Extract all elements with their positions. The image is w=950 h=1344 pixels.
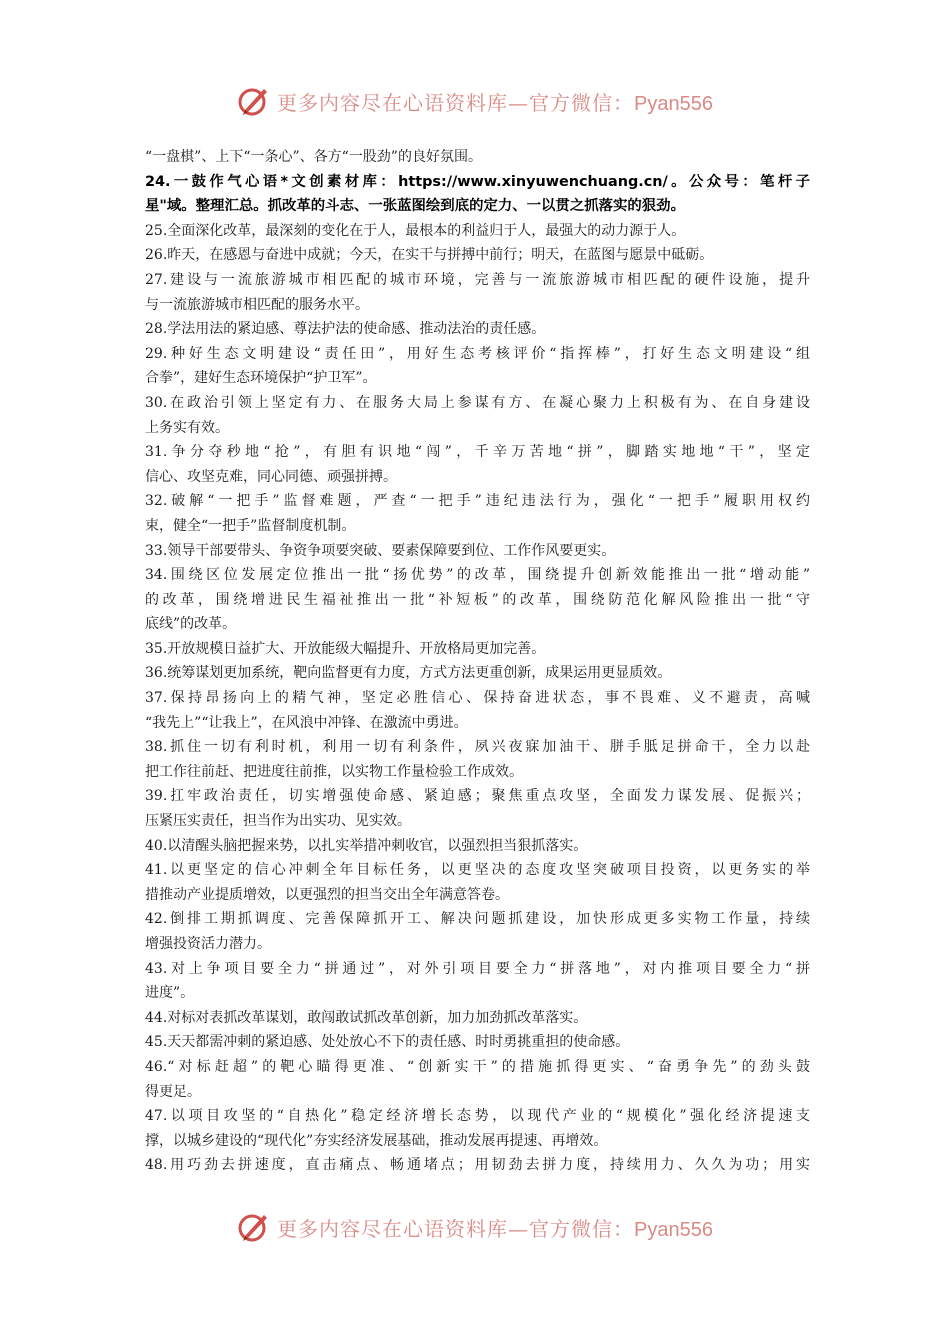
- text-line: 与一流旅游城市相匹配的服务水平。: [145, 296, 369, 313]
- text-line: 47.以项目攻坚的“自热化”稳定经济增长态势，以现代产业的“规模化”强化经济提速支: [145, 1108, 810, 1125]
- text-line: 压紧压实责任，担当作为出实功、见实效。: [145, 813, 411, 830]
- text-line: 34.围绕区位发展定位推出一批“扬优势”的改革，围绕提升创新效能推出一批“增动能”: [145, 567, 810, 584]
- text-line: 26.昨天，在感恩与奋进中成就；今天，在实干与拼搏中前行；明天，在蓝图与愿景中砥砺。: [145, 247, 714, 264]
- text-line: 48.用巧劲去拼速度，直击痛点、畅通堵点；用韧劲去拼力度，持续用力、久久为功；用实: [145, 1157, 810, 1174]
- text-line: 42.倒排工期抓调度、完善保障抓开工、解决问题抓建设，加快形成更多实物工作量，持续: [145, 911, 810, 928]
- text-line: 合拳”，建好生态环境保护“护卫军”。: [145, 370, 377, 387]
- text-line: 45.天天都需冲刺的紧迫感、处处放心不下的责任感、时时勇挑重担的使命感。: [145, 1034, 630, 1051]
- text-line: “我先上”“让我上”，在风浪中冲锋、在激流中勇进。: [145, 714, 468, 731]
- document-body: [145, 145, 810, 1178]
- pen-logo-icon: [237, 84, 271, 118]
- text-line: 41.以更坚定的信心冲刺全年目标任务，以更坚决的态度攻坚突破项目投资，以更务实的举: [145, 862, 810, 879]
- text-line: 27.建设与一流旅游城市相匹配的城市环境，完善与一流旅游城市相匹配的硬件设施，提升: [145, 271, 810, 288]
- text-line: 32.破解“一把手”监督难题，严查“一把手”违纪违法行为，强化“一把手”履职用权约: [145, 493, 810, 510]
- text-line: 44.对标对表抓改革谋划，敢闯敢试抓改革创新，加力加劲抓改革落实。: [145, 1009, 588, 1026]
- text-line: 增强投资活力潜力。: [145, 936, 271, 952]
- text-line: 35.开放规模日益扩大、开放能级大幅提升、开放格局更加完善。: [145, 640, 546, 657]
- text-line: 底线”的改革。: [145, 616, 237, 633]
- header-watermark: [0, 84, 950, 118]
- text-line: 31.争分夺秒地“抢”，有胆有识地“闯”，千辛万苦地“拼”，脚踏实地地“干”，坚定: [145, 444, 810, 461]
- text-line: 39.扛牢政治责任，切实增强使命感、紧迫感；聚焦重点攻坚，全面发力谋发展、促振兴；: [145, 788, 810, 805]
- text-line: 撑，以城乡建设的“现代化”夯实经济发展基础，推动发展再提速、再增效。: [145, 1132, 608, 1149]
- watermark-text: 更多内容尽在心语资料库—官方微信：Pyan556: [277, 90, 713, 115]
- text-line: 38.抓住一切有利时机，利用一切有利条件，夙兴夜寐加油干、胼手胝足拼命干，全力以赴: [145, 739, 810, 756]
- text-line: 上务实有效。: [145, 419, 229, 436]
- text-line: 43.对上争项目要全力“拼通过”，对外引项目要全力“拼落地”，对内推项目要全力“拼: [145, 960, 810, 977]
- text-line: 星"域。整理汇总。抓改革的斗志、一张蓝图绘到底的定力、一以贯之抓落实的狠劲。: [145, 198, 685, 215]
- footer-watermark: [0, 1210, 950, 1244]
- text-line: 进度”。: [145, 985, 195, 1002]
- text-line: 得更足。: [145, 1083, 201, 1100]
- text-line: 40.以清醒头脑把握来势，以扎实举措冲刺收官，以强烈担当狠抓落实。: [145, 837, 588, 854]
- text-line: 束，健全“一把手”监督制度机制。: [145, 517, 356, 534]
- watermark-text: 更多内容尽在心语资料库—官方微信：Pyan556: [277, 1216, 713, 1241]
- text-line: 30.在政治引领上坚定有力、在服务大局上参谋有方、在凝心聚力上积极有为、在自身建设: [145, 394, 810, 411]
- text-line: 46.“对标赶超”的靶心瞄得更准、“创新实干”的措施抓得更实、“奋勇争先”的劲头鼓: [145, 1058, 810, 1075]
- text-line: 措推动产业提质增效，以更强烈的担当交出全年满意答卷。: [145, 886, 509, 903]
- text-line: 33.领导干部要带头、争资争项要突破、要素保障要到位、工作作风要更实。: [145, 542, 616, 559]
- text-line: 36.统筹谋划更加系统，靶向监督更有力度，方式方法更重创新，成果运用更显质效。: [145, 665, 672, 682]
- text-line: 28.学法用法的紧迫感、尊法护法的使命感、推动法治的责任感。: [145, 321, 546, 338]
- text-line: 的改革，围绕增进民生福祉推出一批“补短板”的改革，围绕防范化解风险推出一批“守: [145, 591, 810, 608]
- text-line: 29.种好生态文明建设“责任田”，用好生态考核评价“指挥棒”，打好生态文明建设“组: [145, 345, 810, 362]
- text-line: 24.一鼓作气心语*文创素材库：https://www.xinyuwenchuang.cn/。公众号：笔杆子: [145, 173, 810, 190]
- text-line: 信心、攻坚克难，同心同德、顽强拼搏。: [145, 468, 397, 485]
- text-line: 25.全面深化改革，最深刻的变化在于人，最根本的利益归于人，最强大的动力源于人。: [145, 222, 686, 239]
- pen-logo-icon: [237, 1210, 271, 1244]
- text-line: 37.保持昂扬向上的精气神，坚定必胜信心、保持奋进状态，事不畏难、义不避责，高喊: [145, 690, 810, 707]
- text-line: 把工作往前赶、把进度往前推，以实物工作量检验工作成效。: [145, 763, 523, 780]
- text-line: “一盘棋”、上下“一条心”、各方“一股劲”的良好氛围。: [145, 149, 482, 165]
